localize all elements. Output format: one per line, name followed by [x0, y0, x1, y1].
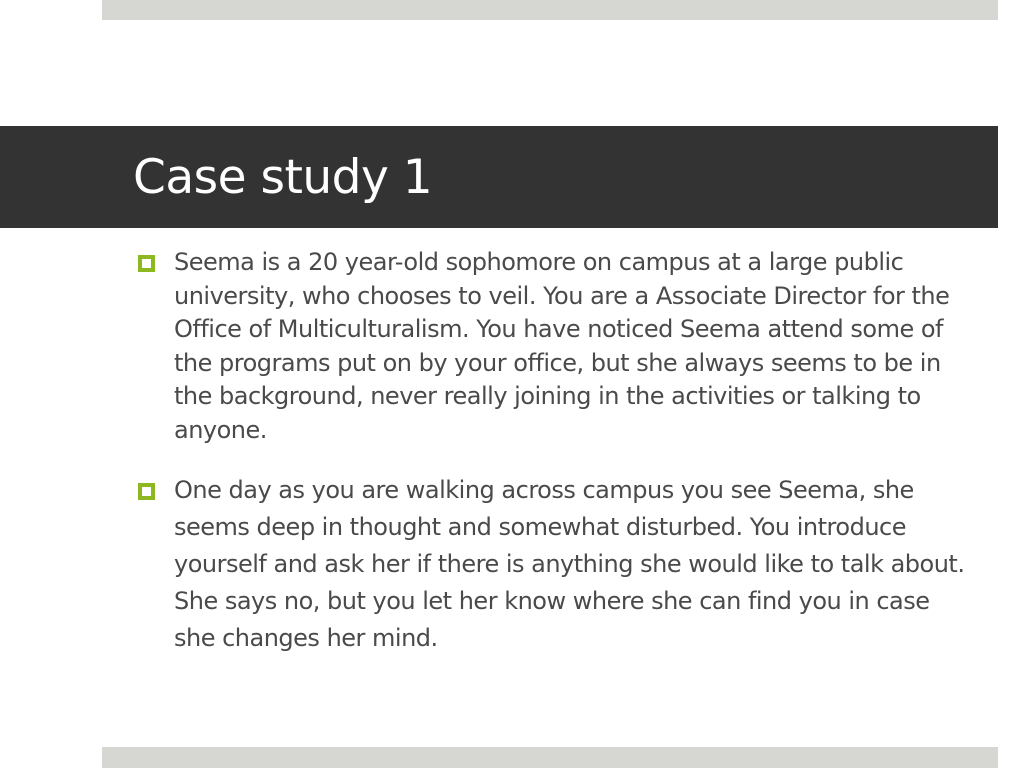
slide-content: [136, 246, 976, 657]
bullet-text: Seema is a 20 year-old sophomore on campus at a large public university, who chooses to veil. You are a Associate Director for the Office of Multiculturalism. You have noticed Seema attend some of the programs put on by your office, but she always seems to be in the background, never really joining in the activities or talking to anyone.: [174, 248, 950, 444]
bullet-item: [136, 472, 976, 657]
slide-title: Case study 1: [133, 150, 433, 205]
top-accent-bar: [102, 0, 998, 20]
bottom-accent-bar: [102, 747, 998, 768]
bullet-item: [136, 246, 976, 448]
square-bullet-icon: [138, 255, 155, 272]
bullet-text: One day as you are walking across campus you see Seema, she seems deep in thought and somewhat disturbed. You introduce yourself and ask her if there is anything she would like to talk about. She says no, but you let her know where she can find you in case she changes her mind.: [174, 475, 965, 652]
square-bullet-icon: [138, 483, 155, 500]
